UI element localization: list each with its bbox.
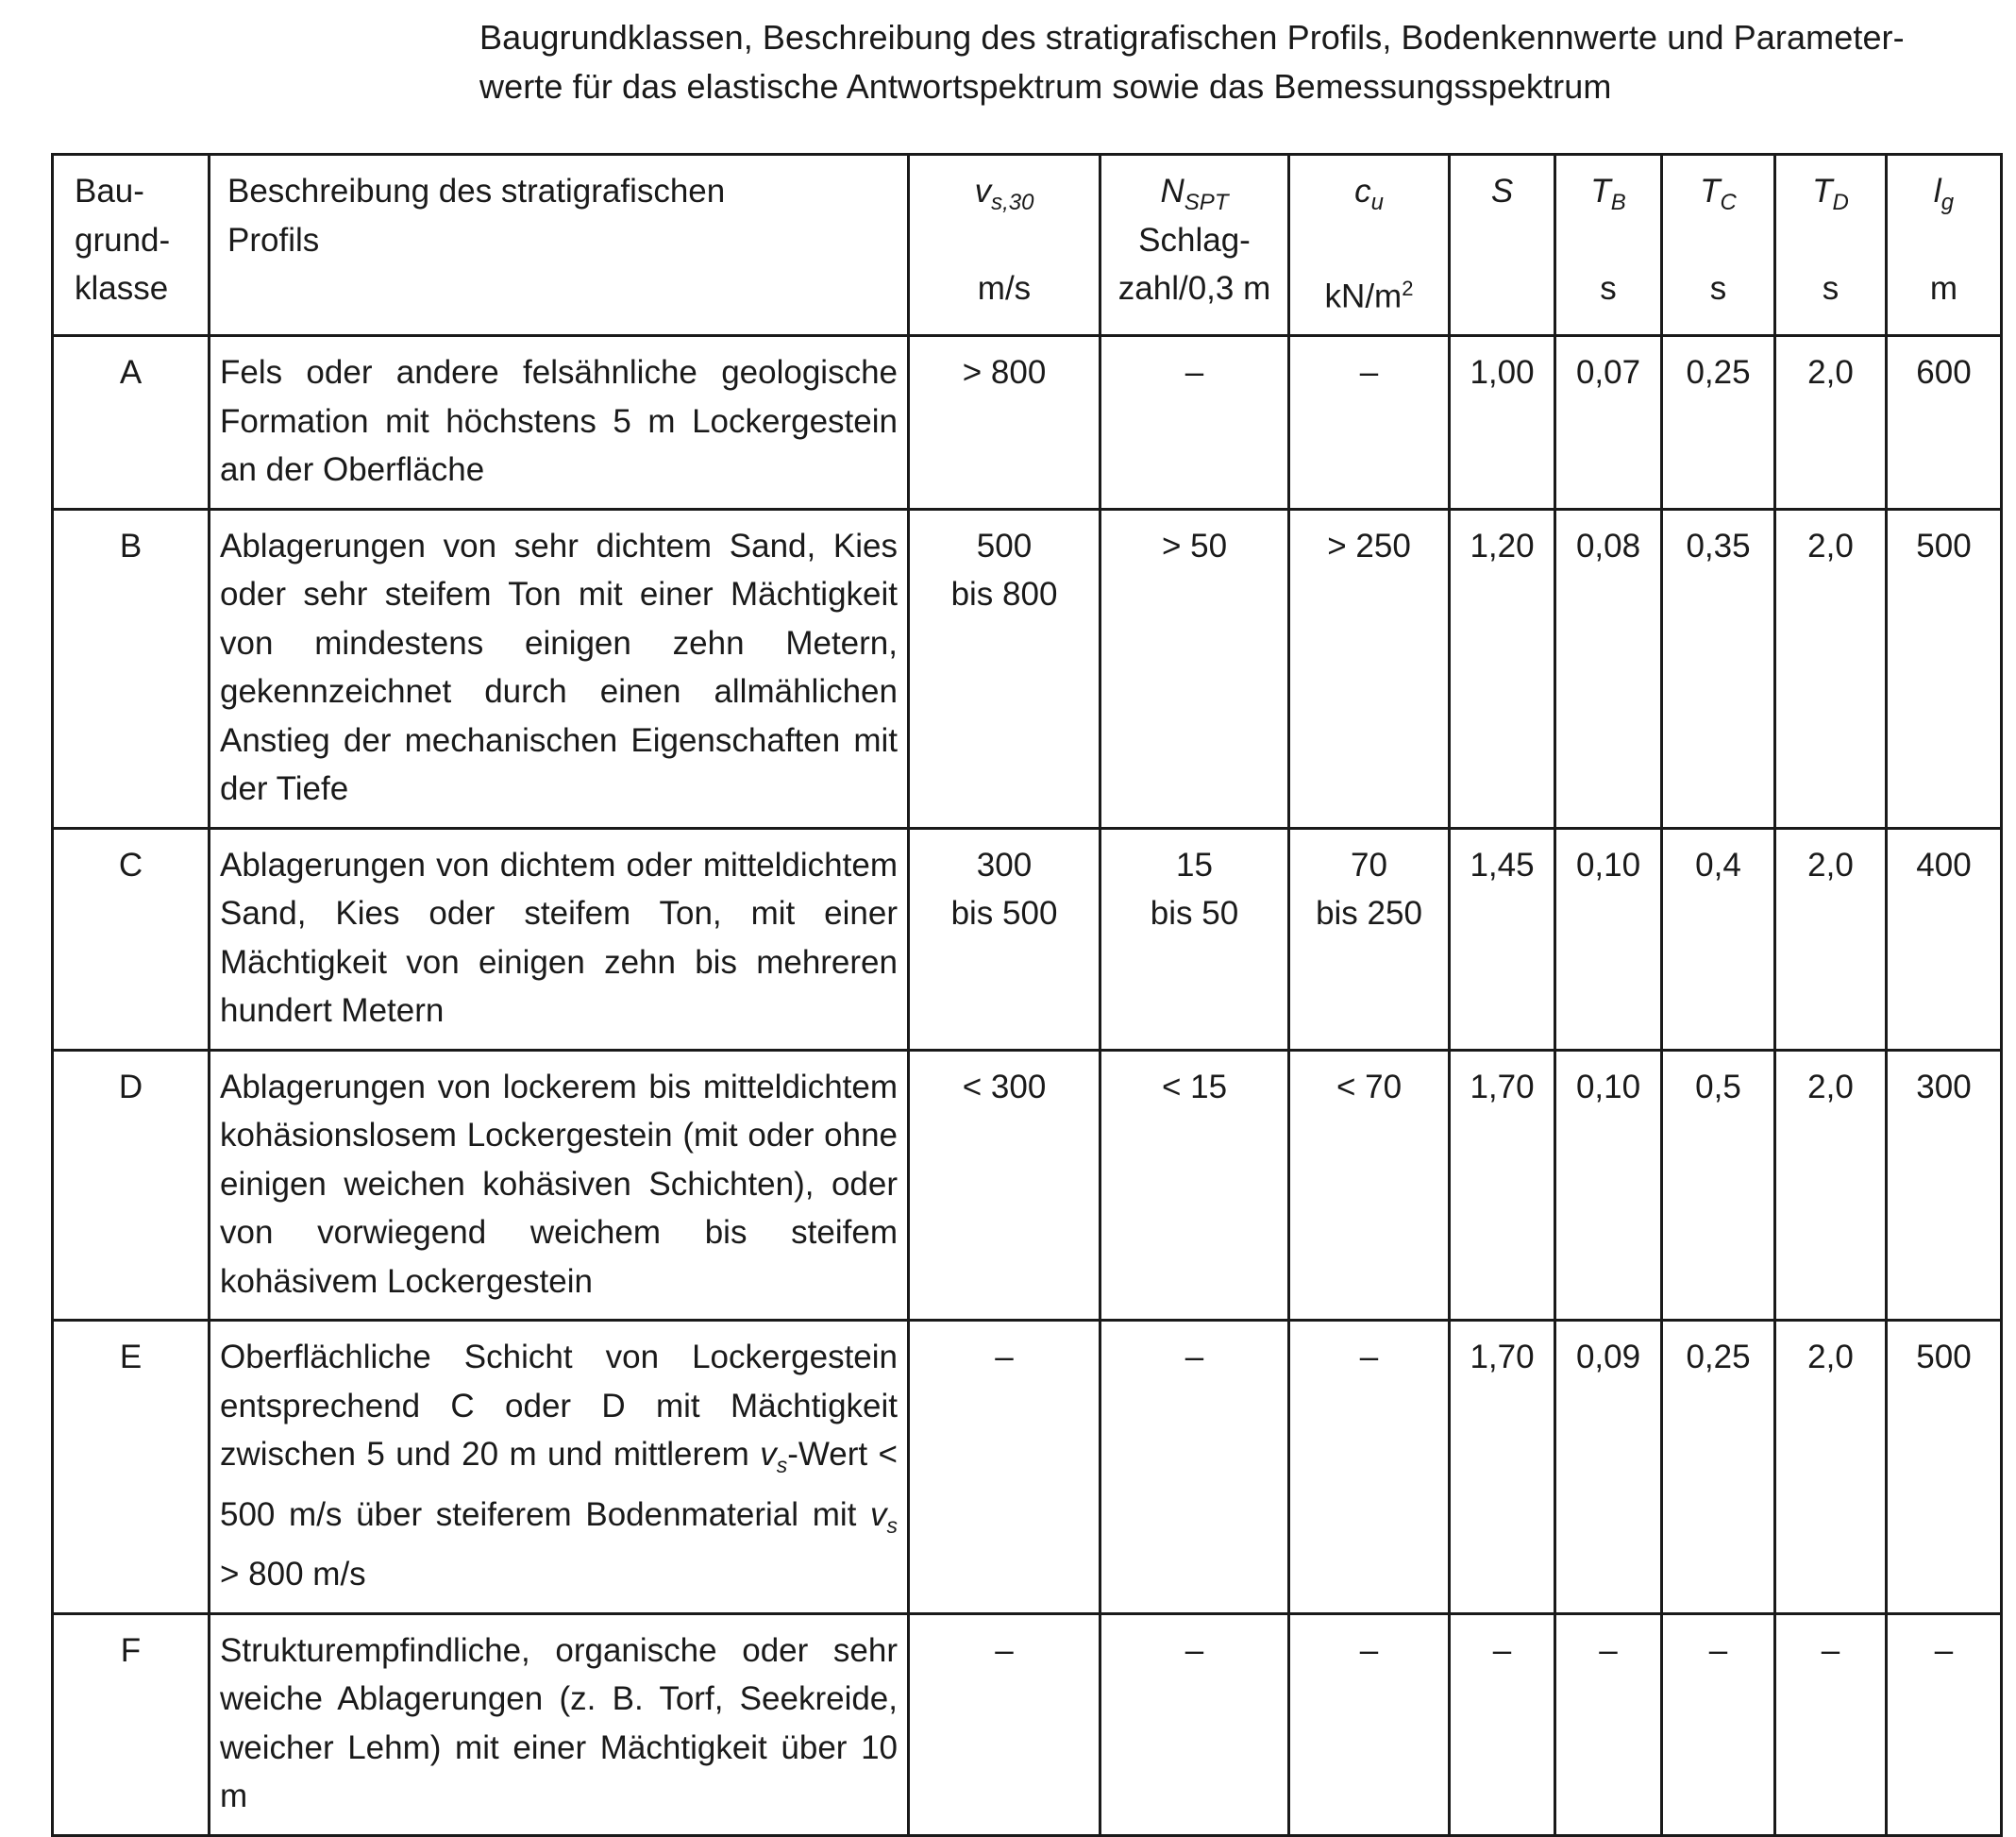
cell-tc: 0,4 [1662,828,1775,1050]
cell-lg: 300 [1887,1050,2002,1321]
header-tb-unit: s [1600,270,1617,307]
header-lg-unit: m [1929,270,1958,307]
cell-tb: 0,10 [1555,828,1662,1050]
header-cu [1289,155,1450,336]
header-cu-unit: $kN/m^2$ [1324,277,1414,315]
header-class-line-2: grund- [75,221,171,259]
cell-class: D [53,1050,210,1321]
cell-tc: 0,35 [1662,509,1775,828]
cell-vs30: 500 bis 800 [909,509,1100,828]
cell-nspt: > 50 [1100,509,1289,828]
cell-cu: < 70 [1289,1050,1450,1321]
cell-description: Ablagerungen von dichtem oder mitteldichtem Sand, Kies oder steifem Ton, mit einer Mächtigkeit von einigen zehn bis mehreren hundert Metern [210,828,909,1050]
header-vs30-symbol: $v_{s,30}$ [974,173,1034,215]
cell-vs30: – [909,1613,1100,1835]
cell-td: 2,0 [1775,336,1887,510]
cell-nspt: – [1100,1321,1289,1614]
cell-tb: 0,07 [1555,336,1662,510]
header-class-line-1: Bau- [75,173,144,210]
cell-tb: 0,10 [1555,1050,1662,1321]
header-nspt [1100,155,1289,336]
cell-s: 1,20 [1450,509,1555,828]
header-description [210,155,909,336]
header-tc-symbol: $T_C$ [1700,173,1737,215]
cell-class: A [53,336,210,510]
cell-td: 2,0 [1775,509,1887,828]
cell-cu: – [1289,1613,1450,1835]
table-row [53,1050,2002,1321]
cell-lg: 500 [1887,509,2002,828]
header-class-line-3: klasse [75,270,169,307]
cell-td: 2,0 [1775,1321,1887,1614]
cell-nspt: – [1100,336,1289,510]
header-cu-symbol: $c_u$ [1354,173,1384,215]
cell-tb: – [1555,1613,1662,1835]
cell-class: E [53,1321,210,1614]
cell-td: 2,0 [1775,828,1887,1050]
cell-nspt: < 15 [1100,1050,1289,1321]
table-row [53,1321,2002,1614]
cell-cu: – [1289,1321,1450,1614]
cell-s: 1,45 [1450,828,1555,1050]
header-nspt-line-2: Schlag- [1138,221,1251,259]
cell-lg: 500 [1887,1321,2002,1614]
cell-td: – [1775,1613,1887,1835]
header-tc-unit: s [1709,270,1727,307]
cell-description: Strukturempfindliche, organische oder sehr weiche Ablagerungen (z. B. Torf, Seekreide, weicher Lehm) mit einer Mächtigkeit über 10 m [210,1613,909,1835]
table-row [53,509,2002,828]
header-soil-class [53,155,210,336]
cell-lg: 400 [1887,828,2002,1050]
cell-cu: – [1289,336,1450,510]
header-desc-line-2: Profils [227,221,320,259]
cell-description: Ablagerungen von lockerem bis mitteldichtem kohäsionslosem Lockergestein (mit oder ohne einigen weichen kohäsiven Schichten), oder von vorwiegend weichem bis steifem kohäsivem Lockergestein [210,1050,909,1321]
header-nspt-unit: zahl/0,3 m [1117,270,1271,307]
cell-vs30: – [909,1321,1100,1614]
cell-tb: 0,08 [1555,509,1662,828]
header-tc [1662,155,1775,336]
cell-s: 1,70 [1450,1321,1555,1614]
cell-tc: 0,5 [1662,1050,1775,1321]
cell-s: 1,70 [1450,1050,1555,1321]
header-lg-symbol: $l_g$ [1933,173,1955,215]
cell-td: 2,0 [1775,1050,1887,1321]
header-desc-line-1: Beschreibung des stratigrafischen [227,173,726,210]
caption-line-2: werte für das elastische Antwortspektrum sowie das Bemessungsspektrum [479,67,1612,106]
cell-vs30: > 800 [909,336,1100,510]
cell-vs30: < 300 [909,1050,1100,1321]
header-s [1450,155,1555,336]
header-vs30-unit: m/s [977,270,1032,307]
cell-s: 1,00 [1450,336,1555,510]
header-tb [1555,155,1662,336]
cell-nspt: – [1100,1613,1289,1835]
table-row [53,828,2002,1050]
cell-cu: 70 bis 250 [1289,828,1450,1050]
cell-description: Ablagerungen von sehr dichtem Sand, Kies oder sehr steifem Ton mit einer Mächtigkeit von mindestens einigen zehn Metern, gekennzeichnet durch einen allmählichen Anstieg der mechanischen Eigenschaften mit der Tiefe [210,509,909,828]
table-row [53,336,2002,510]
caption-line-1: Baugrundklassen, Beschreibung des stratigrafischen Profils, Bodenkennwerte und Parameter- [479,18,1905,57]
cell-description: Oberflächliche Schicht von Lockergestein entsprechend C oder D mit Mächtigkeit zwischen 5 und 20 m und mittlerem $v_s$-Wert < 500 m/s über steiferem Bodenmaterial mit $v_s > 800$ m/s [210,1321,909,1614]
table-row [53,1613,2002,1835]
cell-lg: 600 [1887,336,2002,510]
cell-s: – [1450,1613,1555,1835]
cell-tc: – [1662,1613,1775,1835]
cell-nspt: 15 bis 50 [1100,828,1289,1050]
cell-description: Fels oder andere felsähnliche geologische Formation mit höchstens 5 m Lockergestein an der Oberfläche [210,336,909,510]
cell-tb: 0,09 [1555,1321,1662,1614]
header-s-symbol: S [1490,173,1514,210]
cell-lg: – [1887,1613,2002,1835]
header-vs30 [909,155,1100,336]
cell-tc: 0,25 [1662,1321,1775,1614]
table-caption [479,13,2008,111]
header-td-symbol: $T_D$ [1812,173,1849,215]
cell-class: C [53,828,210,1050]
header-nspt-symbol: $N_{SPT}$ [1160,173,1229,215]
cell-cu: > 250 [1289,509,1450,828]
cell-class: F [53,1613,210,1835]
cell-class: B [53,509,210,828]
cell-tc: 0,25 [1662,336,1775,510]
header-row [53,155,2002,336]
cell-vs30: 300 bis 500 [909,828,1100,1050]
header-lg [1887,155,2002,336]
header-tb-symbol: $T_B$ [1590,173,1626,215]
header-td [1775,155,1887,336]
soil-class-table [51,153,2003,1837]
header-td-unit: s [1822,270,1840,307]
